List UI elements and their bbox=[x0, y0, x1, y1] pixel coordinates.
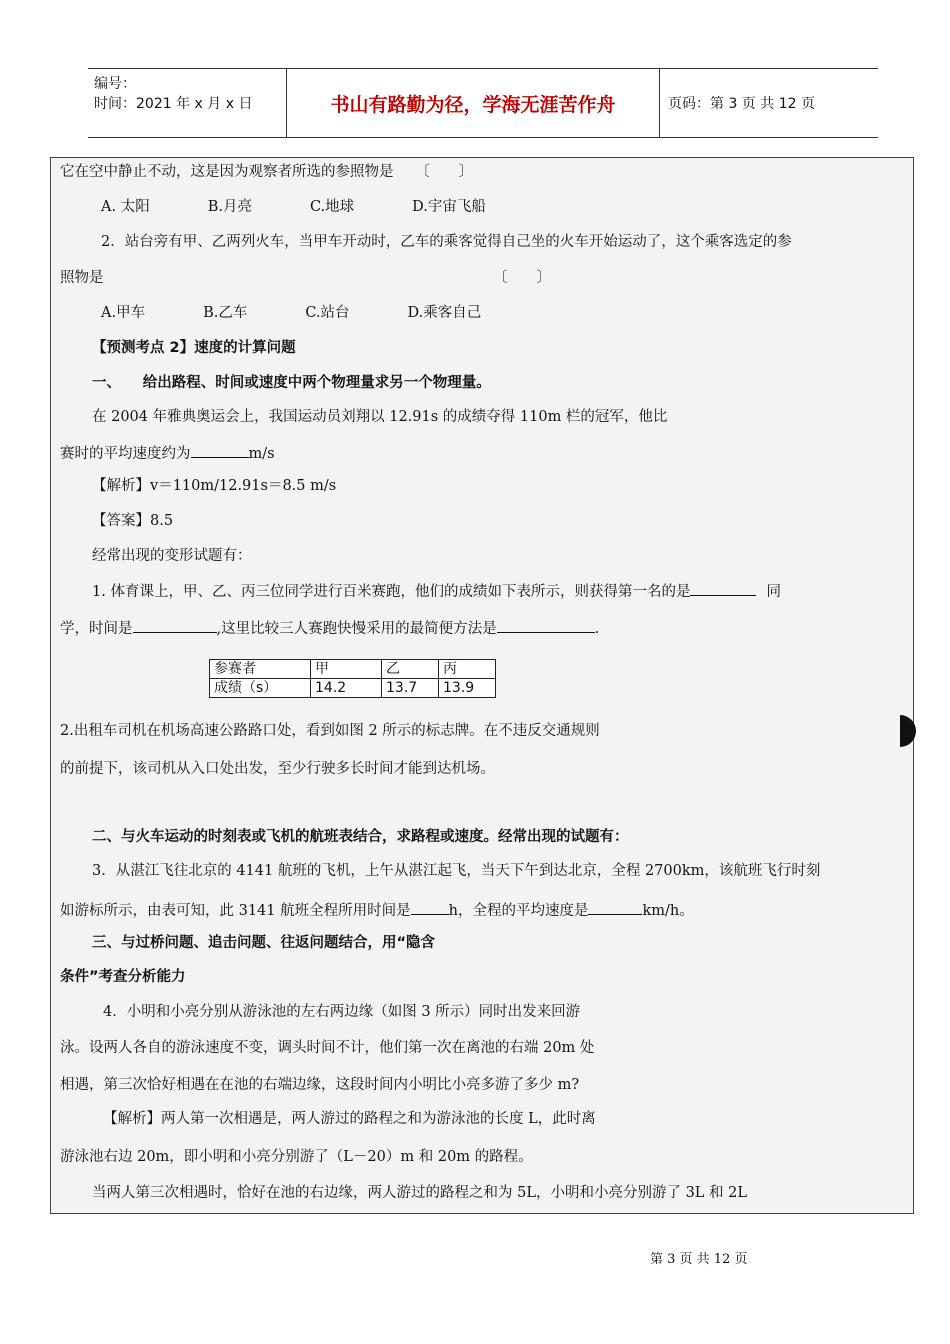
answer-blank bbox=[588, 899, 642, 915]
text-line: 当两人第三次相遇时，恰好在池的右边缘，两人游过的路程之和为 5L，小明和小亮分别游了 3L 和 2L bbox=[92, 1185, 747, 1201]
answer-blank bbox=[133, 617, 217, 633]
text-fragment: 学，时间是 bbox=[60, 621, 133, 637]
text-line: 2.出租车司机在机场高速公路路口处，看到如图 2 所示的标志牌。在不违反交通规则 bbox=[60, 723, 600, 739]
text-line: 的前提下，该司机从入口处出发，至少行驶多长时间才能到达机场。 bbox=[60, 761, 495, 777]
table-cell: 甲 bbox=[311, 660, 382, 679]
table-cell: 乙 bbox=[382, 660, 439, 679]
text-line: 3．从湛江飞往北京的 4141 航班的飞机，上午从湛江起飞，当天下午到达北京，全程 2700km，该航班飞行时刻 bbox=[92, 863, 821, 879]
header-page-label: 页码：第 3 页 共 12 页 bbox=[668, 96, 815, 112]
table-cell: 参赛者 bbox=[210, 660, 311, 679]
text-line bbox=[60, 899, 694, 921]
score-table bbox=[209, 659, 496, 698]
text-line: A.甲车 B.乙车 C.站台 D.乘客自己 bbox=[101, 305, 482, 321]
content-box bbox=[50, 157, 914, 1214]
table-cell: 14.2 bbox=[311, 679, 382, 698]
text-line: 照物是 bbox=[60, 270, 104, 286]
table-header-row bbox=[210, 660, 496, 679]
answer-line: 【答案】8.5 bbox=[92, 513, 174, 529]
text-line: 它在空中静止不动，这是因为观察者所选的参照物是 〔 〕 bbox=[60, 164, 474, 180]
time-label: 时间：2021 年 x 月 x 日 bbox=[94, 96, 253, 112]
text-line: 〔 〕 bbox=[493, 270, 551, 286]
text-fragment: 1. 体育课上，甲、乙、丙三位同学进行百米赛跑，他们的成绩如下表所示，则获得第一名的是 bbox=[92, 584, 691, 600]
answer-blank bbox=[497, 617, 595, 633]
text-line: 2．站台旁有甲、乙两列火车，当甲车开动时，乙车的乘客觉得自己坐的火车开始运动了，这个乘客选定的参 bbox=[101, 234, 792, 250]
analysis-line: 【解析】v＝110m/12.91s＝8.5 m/s bbox=[92, 478, 337, 494]
text-fragment: 赛时的平均速度约为 bbox=[60, 446, 191, 462]
section-heading: 条件”考查分析能力 bbox=[60, 969, 186, 985]
text-line: A. 太阳 B.月亮 C.地球 D.宇宙飞船 bbox=[101, 199, 486, 215]
answer-blank bbox=[411, 899, 449, 915]
table-cell: 成绩（s） bbox=[210, 679, 311, 698]
text-fragment: km/h。 bbox=[642, 903, 694, 919]
text-fragment: h，全程的平均速度是 bbox=[448, 903, 589, 919]
answer-blank bbox=[690, 580, 756, 596]
table-row bbox=[210, 679, 496, 698]
header-meta-cell bbox=[88, 69, 287, 137]
text-fragment: 同 bbox=[766, 584, 781, 600]
text-fragment: ,这里比较三人赛跑快慢采用的最简便方法是 bbox=[216, 621, 497, 637]
header-motto: 书山有路勤为径，学海无涯苦作舟 bbox=[287, 69, 660, 137]
text-line: 游泳池右边 20m，即小明和小亮分别游了（L－20）m 和 20m 的路程。 bbox=[60, 1149, 533, 1165]
table-cell: 13.9 bbox=[439, 679, 496, 698]
text-line bbox=[60, 617, 599, 639]
section-heading: 一、 给出路程、时间或速度中两个物理量求另一个物理量。 bbox=[92, 375, 491, 391]
text-fragment: m/s bbox=[248, 446, 275, 462]
text-line: 相遇，第三次恰好相遇在在池的右端边缘，这段时间内小明比小亮多游了多少 m? bbox=[60, 1077, 580, 1093]
text-line: 4．小明和小亮分别从游泳池的左右两边缘（如图 3 所示）同时出发来回游 bbox=[103, 1004, 581, 1020]
header-table bbox=[88, 68, 878, 138]
text-line: 在 2004 年雅典奥运会上，我国运动员刘翔以 12.91s 的成绩夺得 110m 栏的冠军，他比 bbox=[92, 409, 668, 425]
number-label: 编号： bbox=[94, 76, 136, 92]
section-heading: 【预测考点 2】速度的计算问题 bbox=[92, 340, 296, 356]
text-line: 经常出现的变形试题有： bbox=[92, 548, 252, 564]
analysis-line: 【解析】两人第一次相遇是，两人游过的路程之和为游泳池的长度 L，此时离 bbox=[103, 1111, 596, 1127]
text-line: 泳。设两人各自的游泳速度不变，调头时间不计，他们第一次在离池的右端 20m 处 bbox=[60, 1040, 595, 1056]
text-fragment: . bbox=[594, 621, 600, 637]
section-heading: 三、与过桥问题、追击问题、往返问题结合，用“隐含 bbox=[92, 935, 436, 951]
answer-blank bbox=[191, 442, 249, 458]
text-line bbox=[60, 442, 275, 464]
text-fragment: 如游标所示，由表可知，此 3141 航班全程所用时间是 bbox=[60, 903, 411, 919]
table-cell: 丙 bbox=[439, 660, 496, 679]
page-footer: 第 3 页 共 12 页 bbox=[650, 1252, 748, 1267]
text-line bbox=[92, 580, 781, 602]
table-cell: 13.7 bbox=[382, 679, 439, 698]
section-heading: 二、与火车运动的时刻表或飞机的航班表结合，求路程或速度。经常出现的试题有： bbox=[92, 829, 629, 845]
